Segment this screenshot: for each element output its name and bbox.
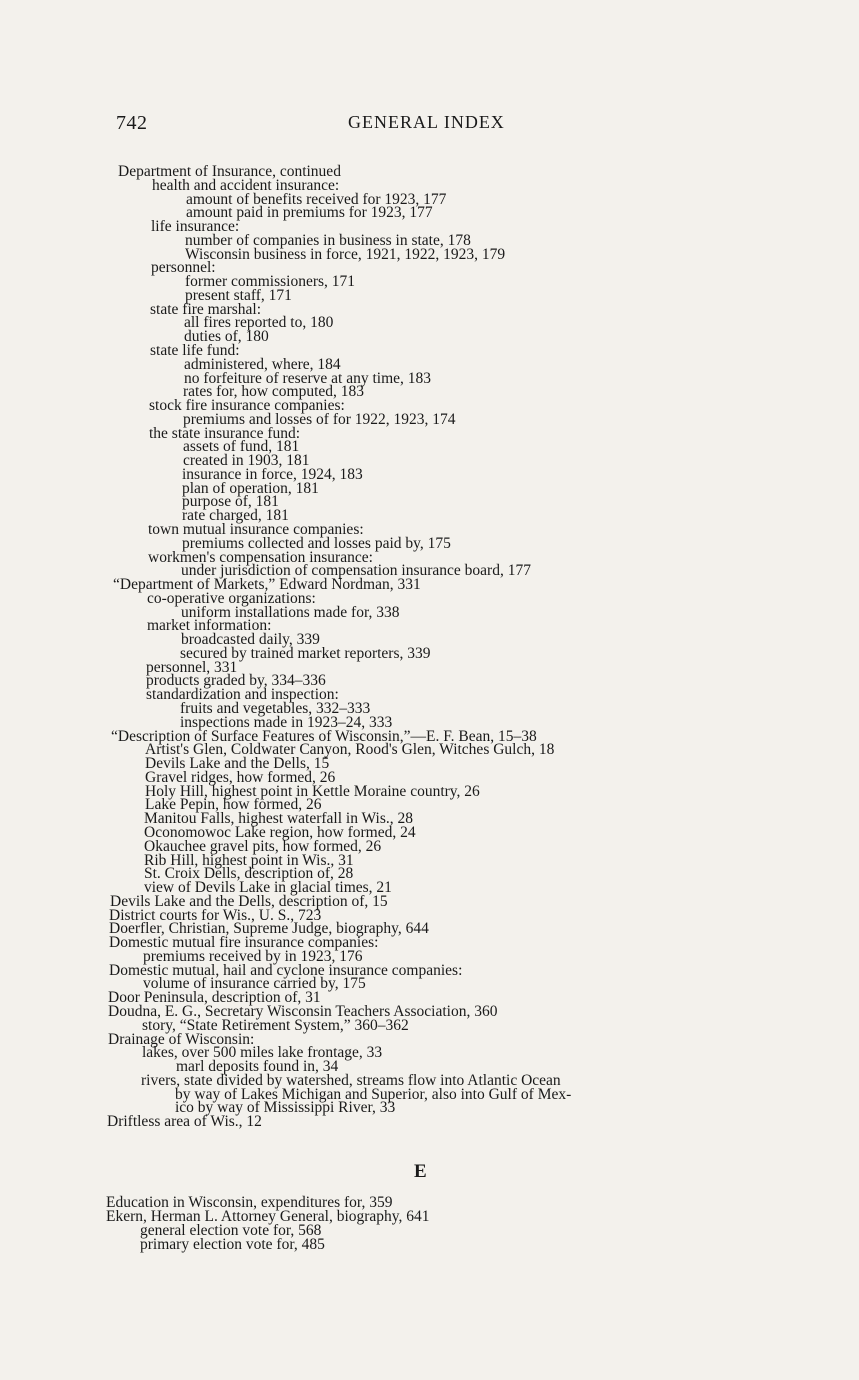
index-entry: Gravel ridges, how formed, 26 <box>145 768 336 786</box>
index-entry: town mutual insurance companies: <box>148 521 364 539</box>
index-entry: Drainage of Wisconsin: <box>108 1030 255 1048</box>
index-entry: marl deposits found in, 34 <box>176 1058 339 1076</box>
index-entry: Driftless area of Wis., 12 <box>107 1113 262 1131</box>
index-entry: rates for, how computed, 183 <box>183 383 365 401</box>
index-entry: personnel: <box>151 259 216 277</box>
index-entry: Ekern, Herman L. Attorney General, biography, 641 <box>106 1208 430 1225</box>
index-entry: Wisconsin business in force, 1921, 1922, 1923, 179 <box>185 245 506 263</box>
page-number: 742 <box>116 112 148 134</box>
index-entry: state life fund: <box>150 342 240 359</box>
index-entry: Oconomowoc Lake region, how formed, 24 <box>144 823 416 841</box>
index-entry: no forfeiture of reserve at any time, 183 <box>184 369 432 387</box>
index-entry: story, “State Retirement System,” 360–362 <box>142 1016 409 1034</box>
index-entry: inspections made in 1923–24, 333 <box>180 713 393 731</box>
index-entry: Artist's Glen, Coldwater Canyon, Rood's Glen, Witches Gulch, 18 <box>145 741 555 759</box>
index-entry: Domestic mutual, hail and cyclone insurance companies: <box>109 961 463 979</box>
index-entry: duties of, 180 <box>184 328 269 346</box>
index-entry: present staff, 171 <box>185 286 292 304</box>
index-entry: the state insurance fund: <box>149 424 301 442</box>
index-entry: Holy Hill, highest point in Kettle Moraine country, 26 <box>145 782 480 800</box>
index-entry: amount of benefits received for 1923, 177 <box>186 190 447 208</box>
index-entry: stock fire insurance companies: <box>149 397 345 415</box>
index-entry: assets of fund, 181 <box>183 438 300 456</box>
index-entry: District courts for Wis., U. S., 723 <box>109 906 322 924</box>
index-entry: personnel, 331 <box>146 658 238 676</box>
index-entry: workmen's compensation insurance: <box>148 548 373 566</box>
index-entry: state fire marshal: <box>150 300 262 318</box>
index-entry: number of companies in business in state, 178 <box>185 231 471 249</box>
index-entry: premiums collected and losses paid by, 175 <box>182 534 451 552</box>
index-entry: under jurisdiction of compensation insurance board, 177 <box>181 562 531 580</box>
index-entry: Devils Lake and the Dells, description of, 15 <box>110 892 388 910</box>
index-entry: Manitou Falls, highest waterfall in Wis., 28 <box>144 810 414 828</box>
index-entry: standardization and inspection: <box>146 686 339 704</box>
index-entry: Domestic mutual fire insurance companies: <box>109 934 379 952</box>
index-entry: Okauchee gravel pits, how formed, 26 <box>144 837 382 855</box>
index-entry: premiums received by in 1923, 176 <box>143 947 363 965</box>
index-entry: Devils Lake and the Dells, 15 <box>145 755 330 773</box>
index-entry: general election vote for, 568 <box>140 1222 322 1239</box>
index-entry: ico by way of Mississippi River, 33 <box>175 1099 396 1117</box>
running-head: GENERAL INDEX <box>348 112 505 132</box>
index-entry: Doerfler, Christian, Supreme Judge, biography, 644 <box>109 920 429 938</box>
index-entry: by way of Lakes Michigan and Superior, also into Gulf of Mex- <box>175 1085 572 1103</box>
index-entry: all fires reported to, 180 <box>184 314 334 332</box>
index-entry: Door Peninsula, description of, 31 <box>108 989 321 1007</box>
index-entry: view of Devils Lake in glacial times, 21 <box>144 879 392 897</box>
index-entry: Department of Insurance, continued <box>118 163 341 180</box>
index-entry: Lake Pepin, how formed, 26 <box>145 796 322 814</box>
index-entry: “Description of Surface Features of Wisconsin,”—E. F. Bean, 15–38 <box>111 727 537 745</box>
index-entry: insurance in force, 1924, 183 <box>182 465 363 483</box>
index-entry: “Department of Markets,” Edward Nordman, 331 <box>113 576 421 594</box>
index-entry: health and accident insurance: <box>152 176 340 194</box>
index-entry: purpose of, 181 <box>182 493 279 511</box>
index-entry: primary election vote for, 485 <box>140 1236 325 1253</box>
index-entry: co-operative organizations: <box>147 589 316 607</box>
index-entry: created in 1903, 181 <box>183 452 310 470</box>
index-entry: fruits and vegetables, 332–333 <box>180 700 371 718</box>
index-entry: premiums and losses of for 1922, 1923, 174 <box>183 410 456 428</box>
index-entry: administered, where, 184 <box>184 355 341 373</box>
index-entry: broadcasted daily, 339 <box>181 631 320 649</box>
index-entry: market information: <box>147 617 272 635</box>
section-letter-heading: E <box>414 1161 427 1182</box>
index-entry: Rib Hill, highest point in Wis., 31 <box>144 851 354 869</box>
index-entry: uniform installations made for, 338 <box>181 603 400 621</box>
index-entry: St. Croix Dells, description of, 28 <box>144 865 354 883</box>
index-entry: rivers, state divided by watershed, streams flow into Atlantic Ocean <box>141 1071 561 1089</box>
index-entry: Education in Wisconsin, expenditures for, 359 <box>106 1194 393 1211</box>
index-entry: products graded by, 334–336 <box>146 672 326 690</box>
index-entry: secured by trained market reporters, 339 <box>180 644 431 662</box>
index-entry: former commissioners, 171 <box>185 273 356 291</box>
index-entry: amount paid in premiums for 1923, 177 <box>186 204 433 222</box>
index-entry: volume of insurance carried by, 175 <box>143 975 366 993</box>
index-entry: plan of operation, 181 <box>182 479 319 497</box>
index-entry: life insurance: <box>151 218 240 236</box>
index-entry: lakes, over 500 miles lake frontage, 33 <box>142 1044 383 1062</box>
index-entry: Doudna, E. G., Secretary Wisconsin Teachers Association, 360 <box>108 1002 498 1020</box>
index-entry: rate charged, 181 <box>182 507 289 525</box>
